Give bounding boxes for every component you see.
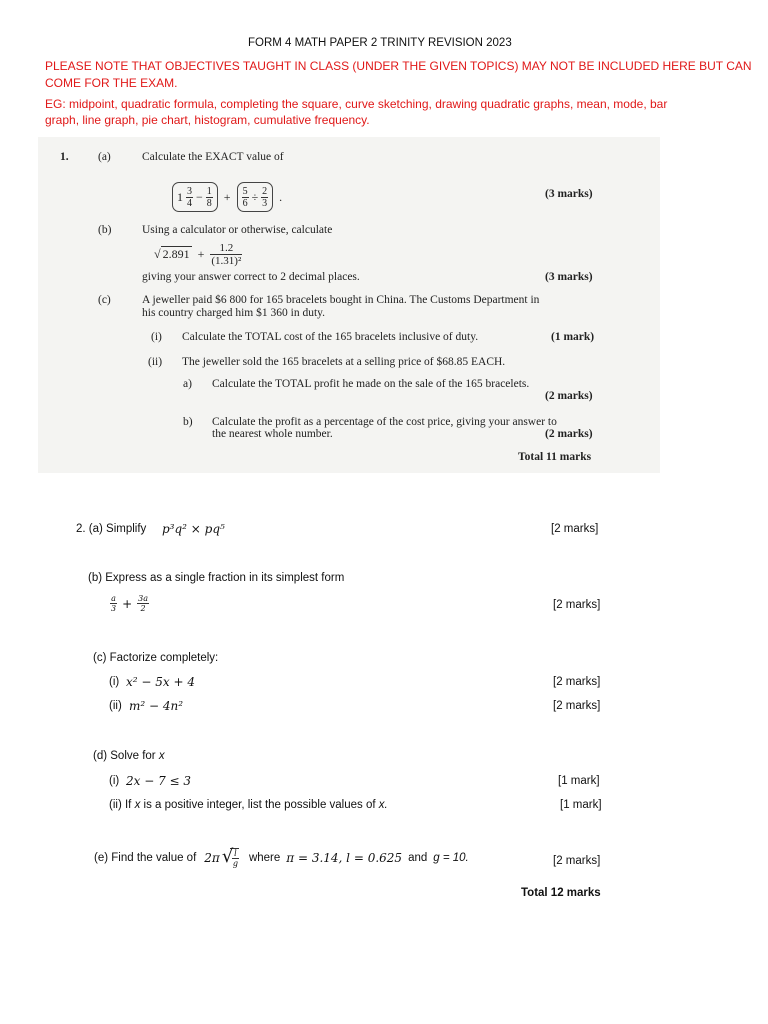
q2e-marks: [2 marks] (553, 855, 601, 867)
q1ciia-text: Calculate the TOTAL profit he made on the sale of the 165 bracelets. (212, 378, 530, 390)
q1a-plus: + (223, 189, 231, 204)
q2b-plus: + (122, 596, 133, 611)
q2ci-marks: [2 marks] (553, 676, 601, 688)
q1c-text-1: A jeweller paid $6 800 for 165 bracelets bought in China. The Customs Department in (142, 294, 540, 306)
q1a-label: (a) (98, 151, 111, 163)
q2c-text: (c) Factorize completely: (93, 652, 219, 664)
q1-total: Total 11 marks (518, 451, 592, 463)
q2ci-label: (i) (109, 676, 120, 688)
q2cii-expression: m² − 4n² (129, 699, 184, 713)
q1b-marks: (3 marks) (545, 271, 593, 283)
q1a-bracket-2 (237, 182, 274, 212)
q1ciia-label: a) (183, 378, 192, 390)
note-line-1: PLEASE NOTE THAT OBJECTIVES TAUGHT IN CLASS (UNDER THE GIVEN TOPICS) MAY NOT BE INCLUDED HERE BUT CAN (45, 59, 752, 73)
q2dii-variable-2: x. (378, 799, 388, 811)
q1a-fraction-3: $\frac{5}{6}$ (242, 185, 248, 209)
q1b-sqrt: √ 2.891 (154, 247, 190, 261)
q2cii-label: (ii) (109, 700, 122, 712)
question-1-scan (38, 137, 660, 473)
q1b-text: Using a calculator or otherwise, calculate (142, 224, 333, 236)
q2e-square-root: √ $\frac{l}{g}$ (221, 846, 238, 868)
q1b-plus: + (197, 247, 205, 261)
q2di-marks: [1 mark] (558, 775, 600, 787)
q2b-fraction-2: $\frac{3a}{2}$ (138, 594, 149, 613)
q2dii-text (109, 799, 388, 811)
q2b-text: (b) Express as a single fraction in its simplest form (88, 572, 345, 584)
q2e-where: where (248, 852, 281, 864)
q1b-expression (154, 242, 242, 267)
q1a-marks: (3 marks) (545, 188, 593, 200)
q2-total: Total 12 marks (521, 887, 601, 899)
q1a-fraction-2: $\frac{1}{8}$ (206, 185, 212, 209)
q2d-prefix: (d) Solve for (93, 750, 156, 762)
q1cii-label: (ii) (148, 356, 163, 368)
q2a-marks: [2 marks] (551, 523, 599, 535)
q2e-line (94, 848, 469, 868)
q2e-formula (204, 848, 239, 868)
q2e-g-value: g = 10. (433, 852, 469, 864)
q1ci-text: Calculate the TOTAL cost of the 165 bracelets inclusive of duty. (182, 331, 479, 343)
note-line-2: COME FOR THE EXAM. (45, 76, 178, 90)
q2d-variable: x (158, 750, 165, 762)
q1a-divide: ÷ (251, 189, 259, 204)
q1a-end: . (279, 189, 283, 204)
q1b-label: (b) (98, 224, 112, 236)
q2di-label: (i) (109, 775, 120, 787)
q2a-prefix: 2. (a) Simplify (76, 523, 147, 535)
q2dii-text-b: is a positive integer, list the possible values of (143, 799, 376, 811)
q2b-marks: [2 marks] (553, 599, 601, 611)
q2e-given-values: π = 3.14, l = 0.625 (286, 851, 403, 865)
example-topics-line-2: graph, line graph, pie chart, histogram, cumulative frequency. (45, 113, 370, 127)
q2b-expression (110, 594, 149, 613)
q2ci-expression: x² − 5x + 4 (126, 675, 195, 689)
q2di-expression: 2x − 7 ≤ 3 (126, 774, 192, 788)
q1ci-marks: (1 mark) (551, 331, 595, 343)
q1c-text-2: his country charged him $1 360 in duty. (142, 307, 326, 319)
q1a-bracket-1 (172, 182, 218, 212)
q1ciib-marks: (2 marks) (545, 428, 593, 440)
q1a-text: Calculate the EXACT value of (142, 151, 284, 163)
q1-number: 1. (60, 151, 69, 163)
q1b-fraction: $\frac{1.2}{\text{(1.31)²}}$ (211, 242, 242, 267)
q2dii-marks: [1 mark] (560, 799, 602, 811)
q2dii-text-a: (ii) If (109, 799, 132, 811)
q1a-fraction-1: $\frac{3}{4}$ (187, 185, 192, 209)
q2d-text (93, 750, 165, 762)
q1cii-text: The jeweller sold the 165 bracelets at a selling price of $68.85 EACH. (182, 356, 506, 368)
q2dii-variable: x (134, 799, 141, 811)
q2e-and: and (408, 852, 428, 864)
q2e-prefix: (e) Find the value of (94, 852, 197, 864)
q1ciib-label: b) (183, 416, 193, 428)
q1ciia-marks: (2 marks) (545, 390, 593, 402)
q2a-expression: p³q² × pq⁵ (162, 522, 225, 536)
page-title: FORM 4 MATH PAPER 2 TRINITY REVISION 2023 (248, 37, 512, 49)
q1ci-label: (i) (151, 331, 162, 343)
q2cii-marks: [2 marks] (553, 700, 601, 712)
example-topics-line-1: EG: midpoint, quadratic formula, completing the square, curve sketching, drawing quadratic graphs, mean, mode, bar (45, 97, 668, 111)
q1a-expression (172, 182, 282, 212)
q2b-fraction-1: $\frac{a}{3}$ (111, 594, 117, 613)
q1a-fraction-4: $\frac{2}{3}$ (262, 185, 268, 209)
q1ciib-text-2: the nearest whole number. (212, 428, 333, 440)
q2e-coefficient: 2π (204, 851, 220, 865)
q1ciib-text-1: Calculate the profit as a percentage of the cost price, giving your answer to (212, 416, 557, 428)
q1b-text-2: giving your answer correct to 2 decimal places. (142, 271, 360, 283)
q1c-label: (c) (98, 294, 111, 306)
q1a-mixed-whole: 1 (177, 189, 183, 204)
q2e-fraction: $\frac{l}{g}$ (232, 849, 238, 868)
q1a-minus: − (196, 189, 203, 204)
